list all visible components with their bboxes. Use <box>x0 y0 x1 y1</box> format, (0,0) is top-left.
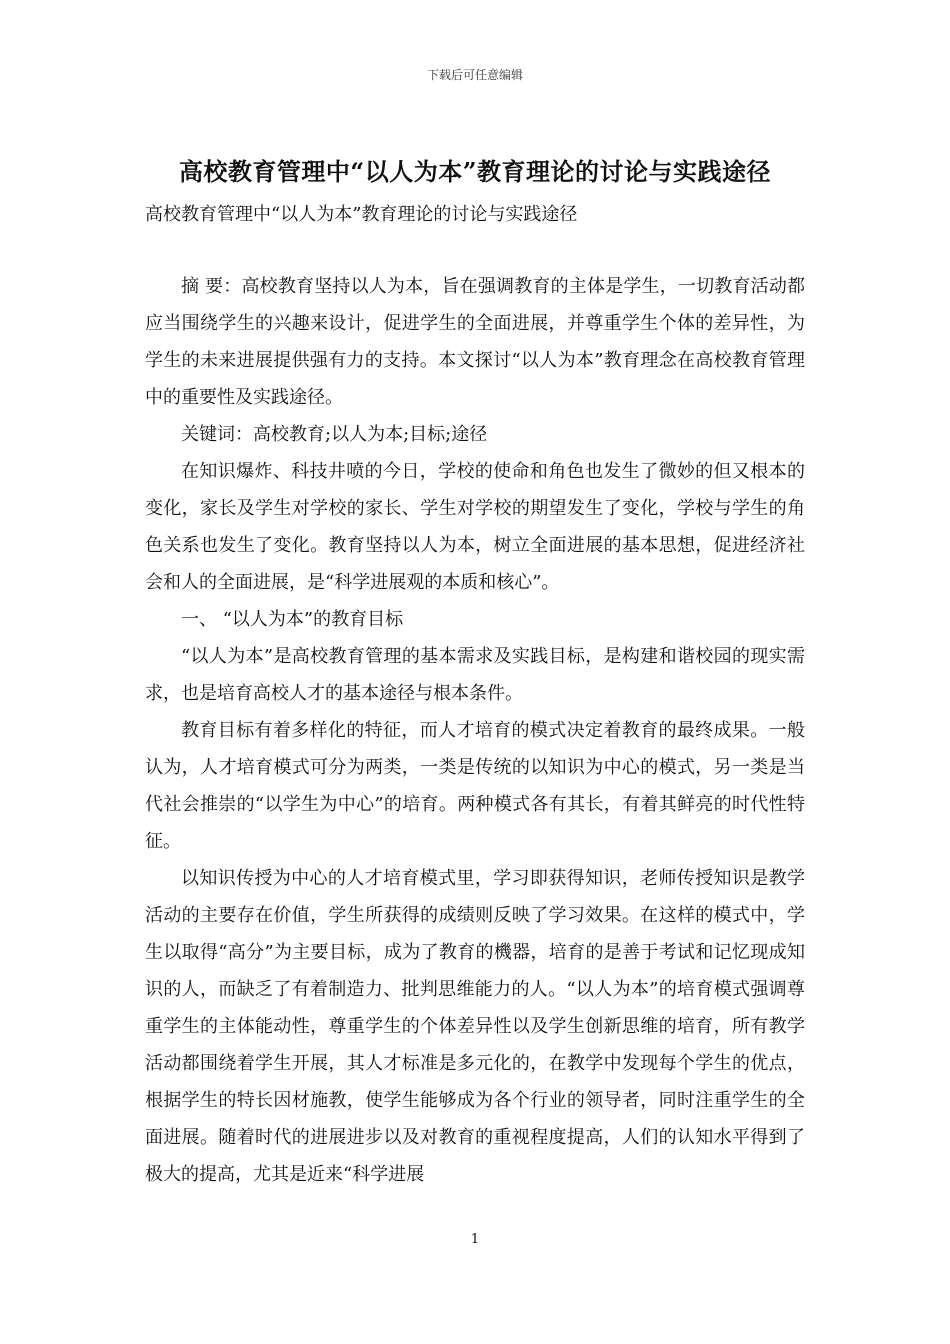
page-number: 1 <box>470 1232 480 1247</box>
abstract-paragraph: 摘 要：高校教育坚持以人为本，旨在强调教育的主体是学生，一切教育活动都应当围绕学生的兴趣来设计，促进学生的全面进展，并尊重学生个体的差异性，为学生的未来进展提供强有力的支持。本文探讨“以人为本”教育理念在高校教育管理中的重要性及实践途径。 <box>145 276 805 408</box>
section-heading: 一、 “以人为本”的教育目标 <box>181 609 404 630</box>
keywords-paragraph: 关键词：高校教育;以人为本;目标;途径 <box>181 424 488 445</box>
body-paragraph: “以人为本”是高校教育管理的基本需求及实践目标，是构建和谐校园的现实需求，也是培育高校人才的基本途径与根本条件。 <box>145 646 805 704</box>
body-paragraph: 教育目标有着多样化的特征，而人才培育的模式决定着教育的最终成果。一般认为，人才培育模式可分为两类，一类是传统的以知识为中心的模式，另一类是当代社会推崇的“以学生为中心”的培育。两种模式各有其长，有着其鲜亮的时代性特征。 <box>145 720 805 852</box>
document-subtitle: 高校教育管理中“以人为本”教育理论的讨论与实践途径 <box>145 204 578 225</box>
body-paragraph: 在知识爆炸、科技井喷的今日，学校的使命和角色也发生了微妙的但又根本的变化，家长及学生对学校的家长、学生对学校的期望发生了变化，学校与学生的角色关系也发生了变化。教育坚持以人为本，树立全面进展的基本思想，促进经济社会和人的全面进展，是“科学进展观的本质和核心”。 <box>145 461 805 593</box>
document-body <box>145 268 805 1193</box>
document-title: 高校教育管理中“以人为本”教育理论的讨论与实践途径 <box>178 157 772 186</box>
page-header-note: 下载后可任意编辑 <box>426 68 523 82</box>
body-paragraph: 以知识传授为中心的人才培育模式里，学习即获得知识，老师传授知识是教学活动的主要存在价值，学生所获得的成绩则反映了学习效果。在这样的模式中，学生以取得“高分”为主要目标，成为了教育的機器，培育的是善于考试和记忆现成知识的人，而缺乏了有着制造力、批判思维能力的人。“以人为本”的培育模式强调尊重学生的主体能动性，尊重学生的个体差异性以及学生创新思维的培育，所有教学活动都围绕着学生开展，其人才标准是多元化的，在教学中发现每个学生的优点，根据学生的特长因材施教，使学生能够成为各个行业的领导者，同时注重学生的全面进展。随着时代的进展进步以及对教育的重视程度提高，人们的认知水平得到了极大的提高，尤其是近来“科学进展 <box>145 868 805 1185</box>
